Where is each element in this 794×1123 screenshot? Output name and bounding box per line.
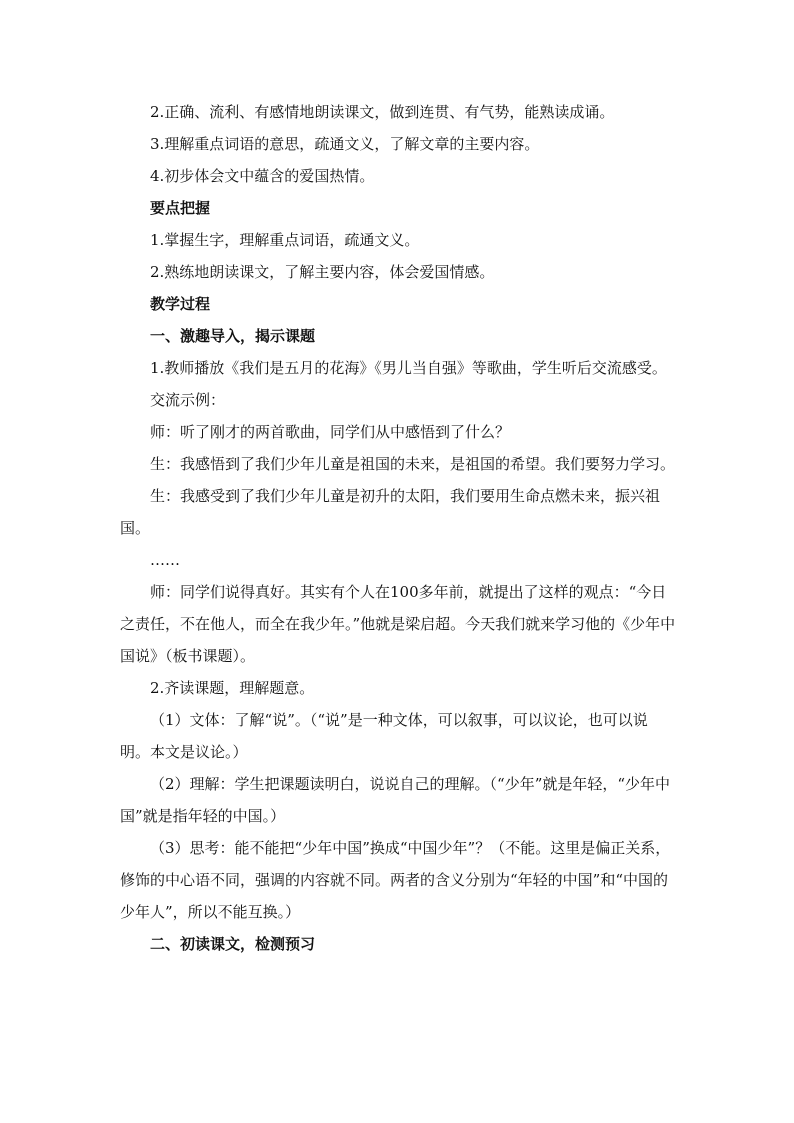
section-2-heading: 二、初读课文，检测预习 xyxy=(150,935,316,953)
step-2: 2.齐读课题，理解题意。 xyxy=(150,679,315,697)
ellipsis: …… xyxy=(150,551,180,569)
teacher-summary: 师：同学们说得真好。其实有个人在100多年前，就提出了这样的观点：“今日之责任，不在他人，而全在我少年。”他就是梁启超。今天我们就来学习他的《少年中国说》（板书课题）。 xyxy=(120,583,676,665)
step-1: 1.教师播放《我们是五月的花海》《男儿当自强》等歌曲，学生听后交流感受。 xyxy=(150,359,667,377)
key-point-2: 2.熟练地朗读课文，了解主要内容，体会爱国情感。 xyxy=(150,263,495,281)
document-page xyxy=(120,96,676,960)
goal-4: 4.初步体会文中蕴含的爱国热情。 xyxy=(150,167,375,185)
goal-2: 2.正确、流利、有感情地朗读课文，做到连贯、有气势，能熟读成诵。 xyxy=(150,103,615,121)
exchange-example-label: 交流示例： xyxy=(150,391,226,409)
section-1-heading: 一、激趣导入，揭示课题 xyxy=(150,327,316,345)
key-point-1: 1.掌握生字，理解重点词语，疏通文义。 xyxy=(150,231,420,249)
step-2-item-3: （3）思考：能不能把“少年中国”换成“中国少年”？（不能。这里是偏正关系，修饰的中心语不同，强调的内容就不同。两者的含义分别为“年轻的中国”和“中国的少年人”，所以不能互换。） xyxy=(120,839,671,921)
heading-key-points: 要点把握 xyxy=(150,199,211,217)
student-answer-2: 生：我感受到了我们少年儿童是初升的太阳，我们要用生命点燃未来，振兴祖国。 xyxy=(120,487,661,537)
heading-teaching-process: 教学过程 xyxy=(150,295,211,313)
step-2-item-2: （2）理解：学生把课题读明白，说说自己的理解。（“少年”就是年轻，“少年中国”就是指年轻的中国。） xyxy=(120,775,671,825)
teacher-question: 师：听了刚才的两首歌曲，同学们从中感悟到了什么？ xyxy=(150,423,511,441)
student-answer-1: 生：我感悟到了我们少年儿童是祖国的未来，是祖国的希望。我们要努力学习。 xyxy=(150,455,676,473)
goal-3: 3.理解重点词语的意思，疏通文义，了解文章的主要内容。 xyxy=(150,135,540,153)
step-2-item-1: （1）文体：了解“说”。（“说”是一种文体，可以叙事，可以议论，也可以说明。本文是议论。） xyxy=(120,711,648,761)
